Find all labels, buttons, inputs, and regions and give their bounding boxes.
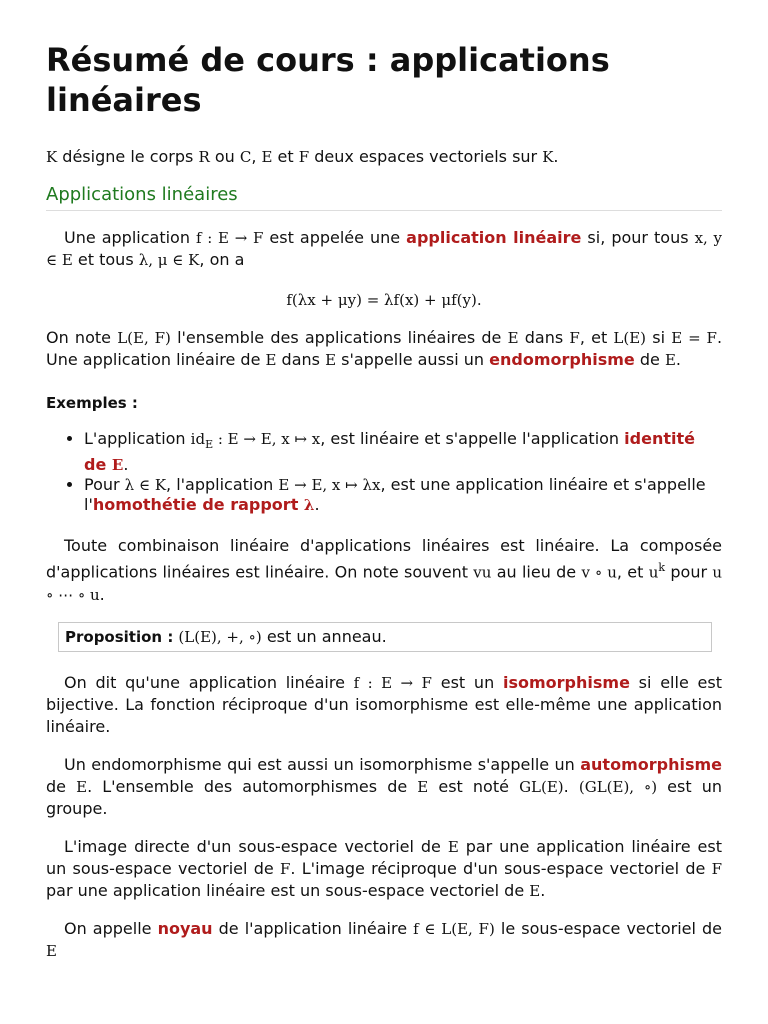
math: λ, μ ∈ K (138, 251, 200, 269)
text: . L'ensemble des automorphismes de (87, 776, 418, 796)
text: , est linéaire et s'appelle l'application (320, 429, 625, 448)
keyword-automorphisme: automorphisme (580, 754, 722, 774)
math: F (711, 859, 723, 878)
math: L(E, F) (117, 329, 171, 347)
math: K (46, 148, 58, 166)
text: , est une application linéaire et s'appelle l' (84, 475, 706, 515)
text: est noté (428, 776, 520, 796)
text: , (251, 147, 262, 166)
math: E (76, 777, 88, 796)
math: u ∘ ⋯ ∘ u (46, 563, 723, 604)
text: si (646, 328, 672, 347)
math: (L(E), +, ∘) (178, 627, 262, 646)
text: Toute combinaison linéaire d'applications linéaires est linéaire. La composée d'applications linéaires est linéaire. On note souvent (46, 536, 722, 582)
text: deux espaces vectoriels sur (309, 147, 543, 166)
text: , et (579, 328, 614, 347)
text: ou (209, 147, 240, 166)
keyword-noyau: noyau (157, 918, 213, 938)
text: Une application (64, 228, 197, 247)
text: si, pour tous (581, 228, 695, 247)
text: . L'image réciproque d'un sous-espace vectoriel de (290, 858, 712, 878)
text: On appelle (64, 918, 158, 938)
math: E (417, 777, 429, 796)
text: de (634, 350, 665, 369)
examples-heading: Exemples : (46, 394, 138, 412)
linearity-equation: f(λx + μy) = λf(x) + μf(y). (286, 291, 482, 309)
math: E (265, 351, 277, 369)
text: . (99, 584, 105, 604)
math: E (46, 941, 57, 960)
math: R (198, 148, 210, 166)
text: le sous-espace vectoriel de (494, 918, 722, 938)
section-heading: Applications linéaires (46, 184, 722, 211)
math: f : E → F (353, 673, 432, 692)
text: désigne le corps (57, 147, 199, 166)
list-item (84, 429, 722, 475)
keyword-isomorphisme: isomorphisme (502, 672, 630, 692)
text: au lieu de (491, 562, 582, 582)
text: pour (665, 562, 713, 582)
notation-paragraph (46, 327, 722, 371)
math: L(E) (613, 329, 647, 347)
math: (GL(E), ∘) (578, 777, 658, 796)
intro-paragraph (46, 146, 722, 168)
composition-paragraph (46, 535, 722, 605)
text: est un (431, 672, 503, 692)
keyword-homothetie: homothétie de rapport (92, 495, 304, 515)
text: , on a (199, 250, 245, 269)
text: de (46, 776, 77, 796)
math: F (279, 859, 291, 878)
math: C (239, 148, 252, 166)
keyword-endomorphisme: endomorphisme (489, 350, 635, 369)
text: l'ensemble des applications linéaires de (170, 328, 508, 347)
isomorphism-paragraph (46, 672, 722, 738)
text: par une application linéaire est un sous-espace vectoriel de (46, 836, 722, 878)
math: GL(E) (519, 777, 564, 796)
text: On dit qu'une application linéaire (64, 672, 354, 692)
text: L'image directe d'un sous-espace vectoriel de (64, 836, 448, 856)
math: f : E → F (196, 229, 264, 247)
math: E (529, 881, 541, 900)
text: . (123, 455, 129, 475)
text: , et (616, 562, 649, 582)
math: F (298, 148, 310, 166)
math: λ ∈ K (124, 476, 167, 495)
image-paragraph (46, 836, 722, 902)
math: f ∈ L(E, F) (413, 919, 495, 938)
list-item (84, 475, 722, 515)
kernel-paragraph (46, 918, 722, 962)
text: et (272, 147, 299, 166)
text: L'application (84, 429, 191, 448)
text: . (314, 495, 320, 515)
text: est appelée une (263, 228, 407, 247)
math: x, y ∈ E (46, 229, 722, 269)
keyword-identite: identité de (84, 429, 695, 475)
math: E (507, 329, 519, 347)
page-title: Résumé de cours : applications linéaires (46, 41, 610, 119)
text: . (563, 776, 579, 796)
text: , l'application (166, 475, 279, 495)
math: λ (303, 496, 315, 515)
keyword-application-lineaire: application linéaire (406, 228, 582, 247)
proposition-label: Proposition : (65, 627, 174, 646)
text: . (540, 880, 546, 900)
math: id (190, 430, 206, 448)
math: u (648, 563, 659, 582)
automorphism-paragraph (46, 754, 722, 820)
text: par une application linéaire est un sous-espace vectoriel de (46, 880, 530, 900)
text: si elle est bijective. La fonction réciproque d'un isomorphisme est elle-même une application linéaire. (46, 672, 723, 736)
math: E (325, 351, 337, 369)
math: K (542, 148, 554, 166)
text: . Une application linéaire de (46, 328, 723, 369)
definition-paragraph (46, 227, 722, 271)
math: E (664, 351, 676, 369)
text: dans (276, 350, 326, 369)
text: est un groupe. (46, 776, 723, 818)
text: dans (518, 328, 570, 347)
text: Un endomorphisme qui est aussi un isomorphisme s'appelle un (64, 754, 581, 774)
math: E (261, 148, 273, 166)
math: E = F (671, 329, 717, 347)
math: v ∘ u (581, 563, 617, 582)
text: de l'application linéaire (212, 918, 414, 938)
proposition-box (58, 622, 712, 652)
text: . (553, 147, 559, 166)
examples-list (46, 429, 722, 515)
math: E (447, 837, 459, 856)
text: On note (46, 328, 118, 347)
text: et tous (72, 250, 139, 269)
text: s'appelle aussi un (336, 350, 490, 369)
text: est un anneau. (261, 626, 387, 646)
math-subscript: E (205, 438, 214, 452)
math: E (111, 456, 124, 475)
math: : E → E, x ↦ x (213, 430, 321, 448)
text: Pour (84, 475, 125, 495)
math: E → E, x ↦ λx (278, 476, 381, 495)
math-superscript: k (658, 561, 666, 575)
math: F (569, 329, 580, 347)
math: vu (473, 563, 492, 582)
text: . (675, 350, 681, 369)
